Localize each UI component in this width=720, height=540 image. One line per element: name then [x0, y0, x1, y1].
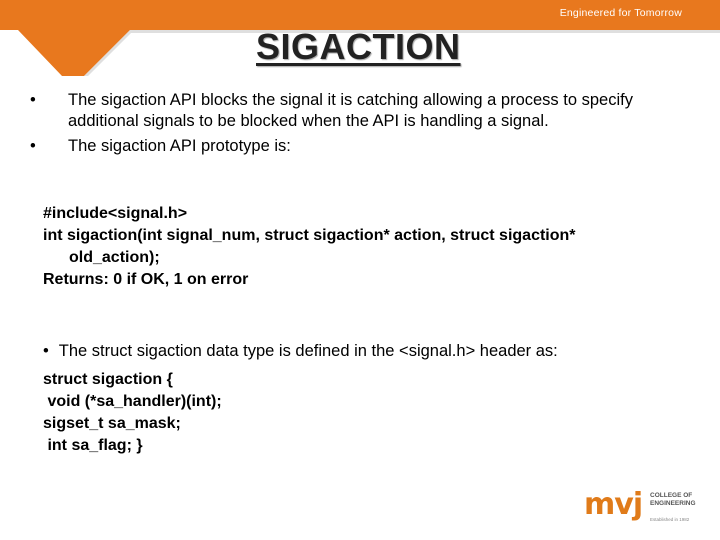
logo-name-line: COLLEGE OF [650, 492, 693, 499]
logo-name [650, 492, 696, 507]
returns-line: Returns: 0 if OK, 1 on error [43, 271, 249, 288]
logo-name-line: ENGINEERING [650, 499, 696, 507]
header-tagline: Engineered for Tomorrow [559, 7, 682, 19]
prototype-line-continued: old_action); [69, 249, 160, 266]
bullet-text: The sigaction API prototype is: [68, 137, 291, 155]
logo-established: Established in 1982 [650, 517, 690, 522]
include-line: #include<signal.h> [43, 205, 188, 222]
bullet-icon: • [30, 91, 36, 109]
college-logo [584, 488, 694, 528]
struct-line: void (*sa_handler)(int); [43, 393, 222, 410]
logo-brand: mvj [584, 487, 643, 522]
slide-title: SIGACTION [256, 26, 461, 67]
struct-bullet-text: The struct sigaction data type is defined in the <signal.h> header as: [58, 342, 558, 360]
bullet-icon: • [30, 137, 36, 155]
bullet-text: The sigaction API blocks the signal it is catching allowing a process to specify additional signals to be blocked when the API is handling a signal. [68, 91, 633, 130]
struct-bullet [43, 340, 683, 362]
bullet-item [30, 90, 690, 132]
prototype-line: int sigaction(int signal_num, struct sigaction* action, struct sigaction* [43, 227, 576, 244]
struct-block [43, 369, 683, 457]
struct-line: sigset_t sa_mask; [43, 415, 181, 432]
struct-line: int sa_flag; } [43, 437, 143, 454]
bullet-item [30, 136, 690, 157]
bullet-list [30, 90, 690, 161]
struct-line: struct sigaction { [43, 371, 173, 388]
bullet-icon: • [43, 342, 49, 360]
prototype-block [43, 203, 683, 291]
